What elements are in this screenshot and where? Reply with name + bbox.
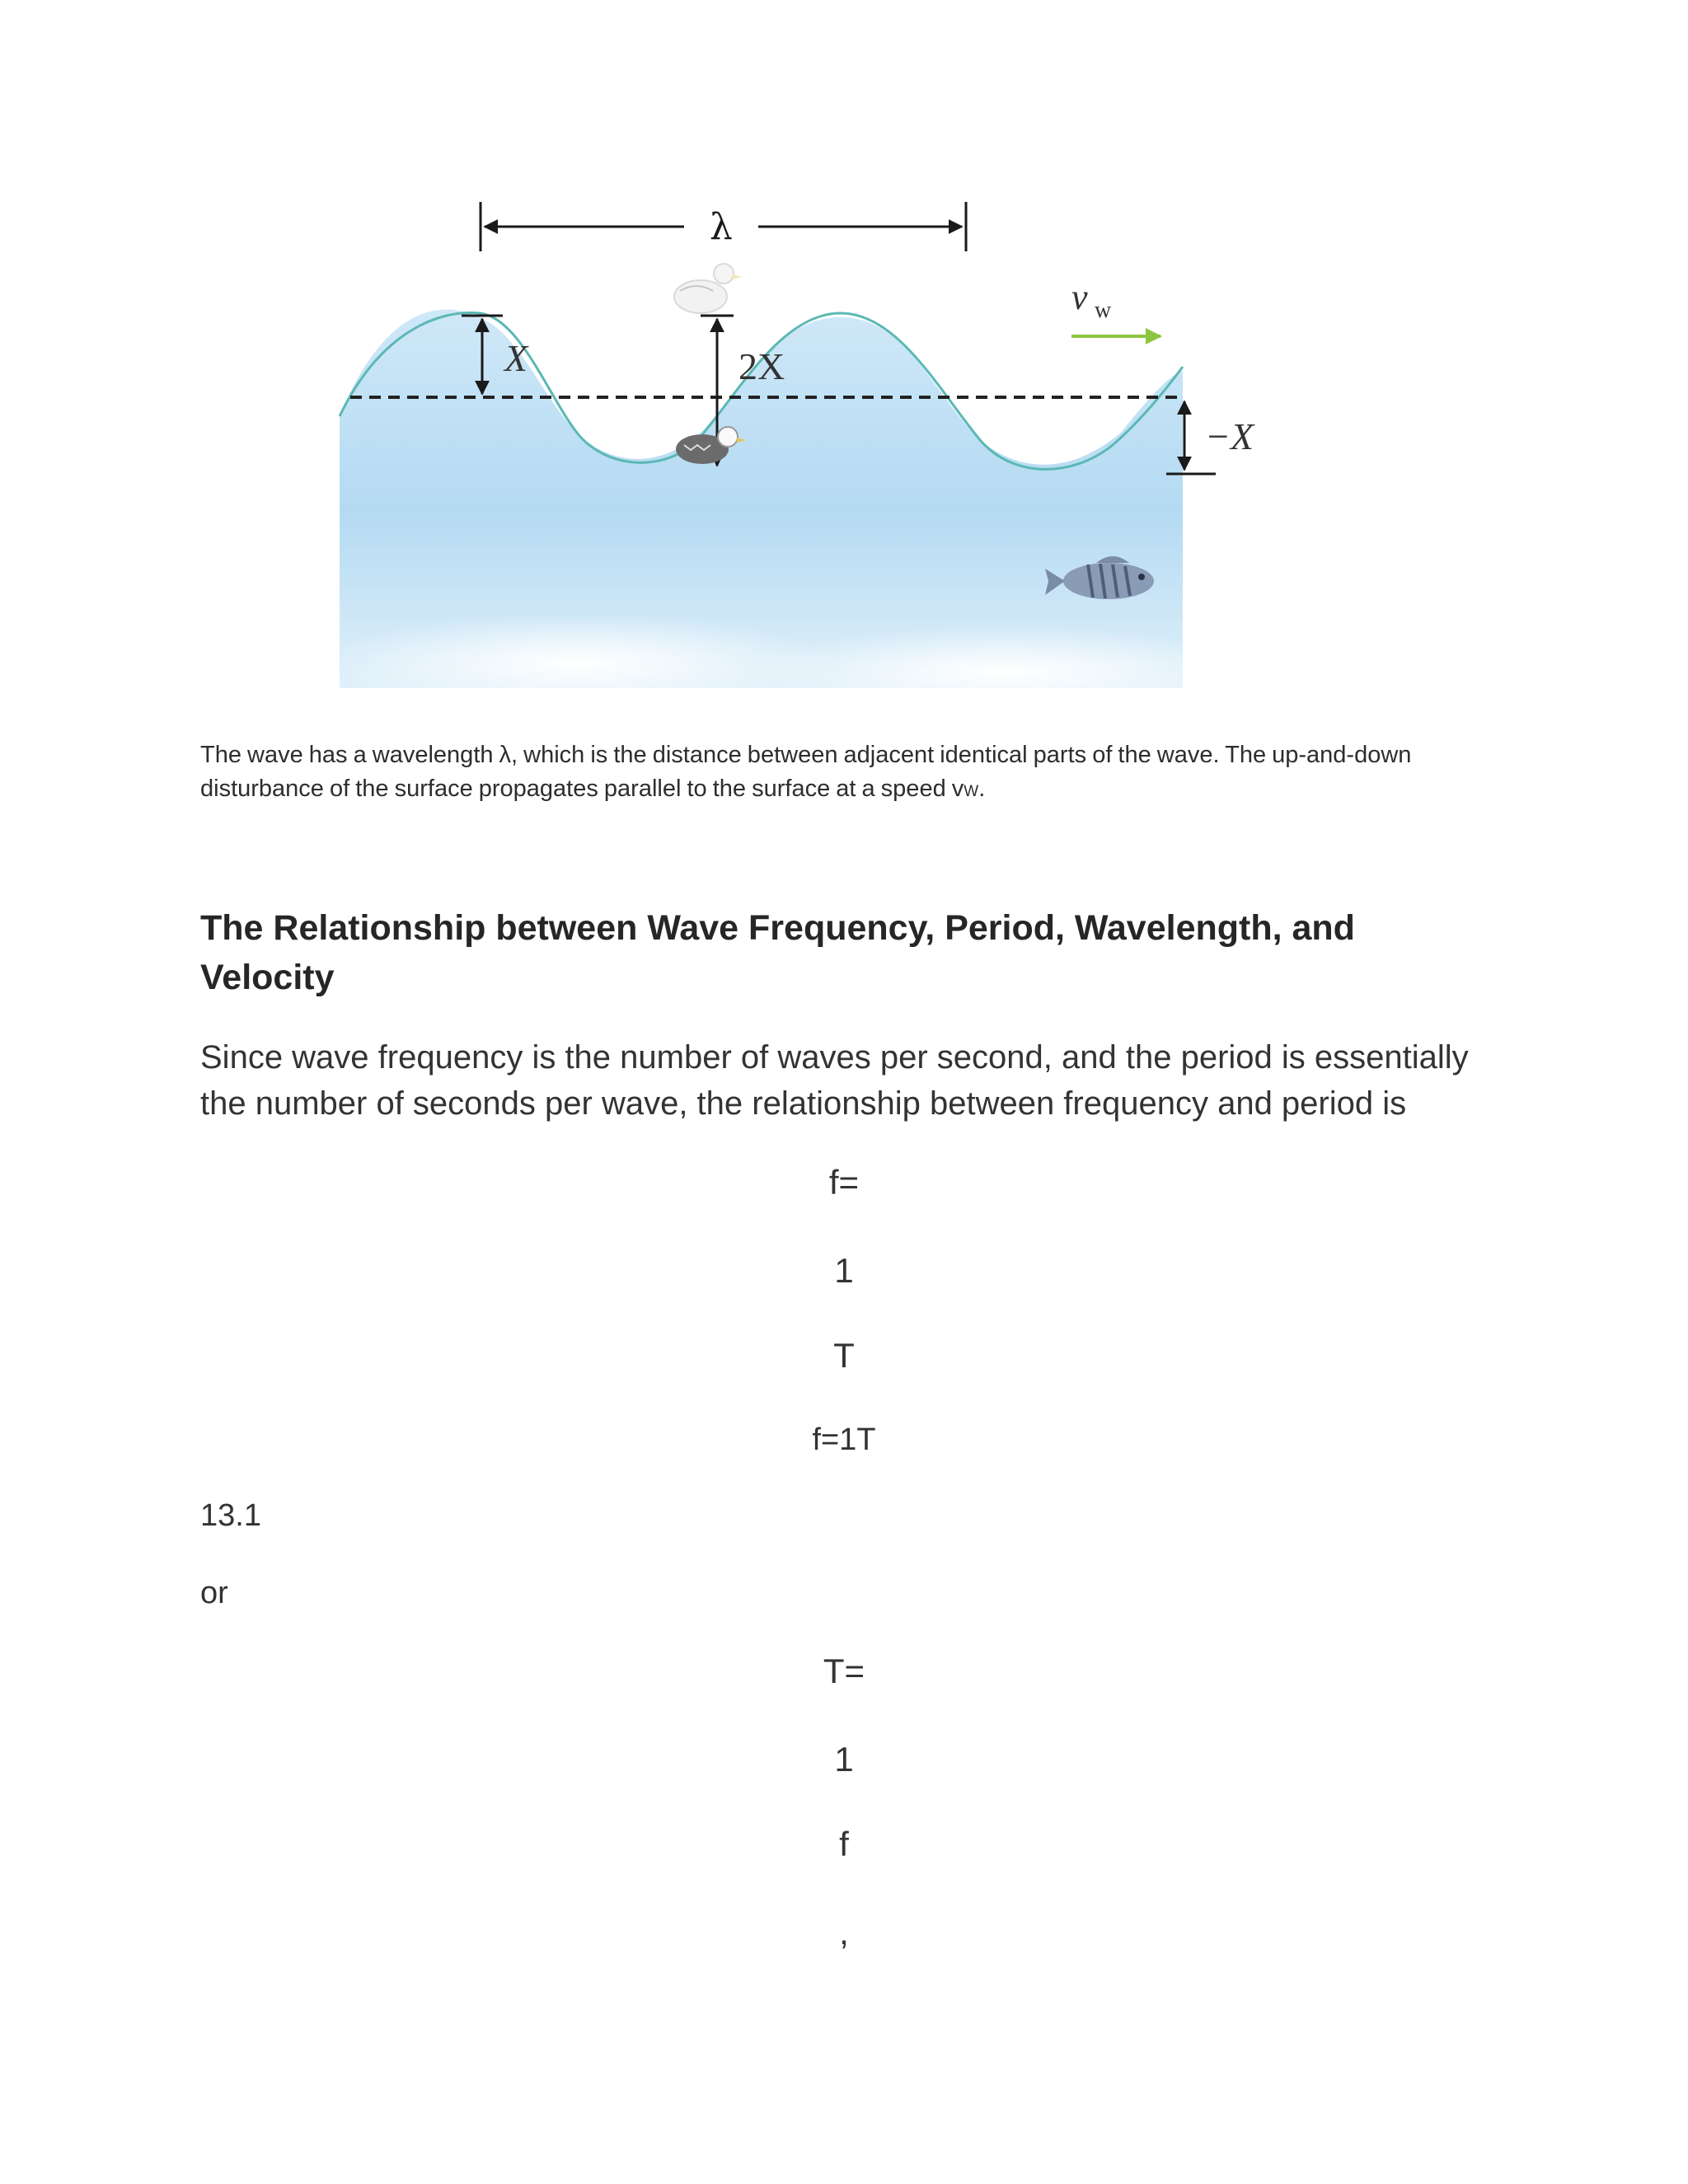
equation-1-lhs: f=	[828, 1163, 860, 1202]
equation-2-lhs: T=	[823, 1652, 865, 1690]
equation-2-denominator: f	[839, 1825, 849, 1863]
double-amplitude-label: 2X	[738, 345, 785, 387]
amplitude-label: X	[504, 337, 528, 379]
trailing-comma: ,	[839, 1913, 849, 1952]
velocity-label-sub: w	[1095, 298, 1112, 323]
duck-icon	[674, 264, 742, 313]
caption-end: .	[978, 776, 986, 802]
caption-text: The wave has a wavelength λ, which is the distance between adjacent identical parts of the wave. The up-and-down disturbance of the surface propagates parallel to the surface at a speed v	[200, 742, 1412, 802]
neg-amplitude-label: −X	[1205, 415, 1254, 457]
equation-1-inline: f=1T	[812, 1422, 876, 1457]
wavelength-label: λ	[710, 206, 733, 248]
figure-caption	[200, 738, 1494, 808]
section-heading: The Relationship between Wave Frequency, Period, Wavelength, and Velocity	[200, 908, 1355, 997]
wave-figure	[330, 185, 1368, 713]
equation-2-numerator: 1	[834, 1740, 854, 1779]
connector-text: or	[200, 1576, 228, 1610]
equation-1-denominator: T	[833, 1336, 855, 1375]
caption-subscript: W	[964, 783, 979, 800]
foam-edge	[330, 688, 1368, 713]
equation-number: 13.1	[200, 1498, 261, 1533]
equation-1-numerator: 1	[834, 1251, 854, 1290]
velocity-label: v	[1071, 277, 1088, 317]
body-paragraph: Since wave frequency is the number of waves per second, and the period is essentially the number of seconds per wave, the relationship between frequency and period is	[200, 1039, 1469, 1122]
wave-diagram	[330, 185, 1368, 713]
